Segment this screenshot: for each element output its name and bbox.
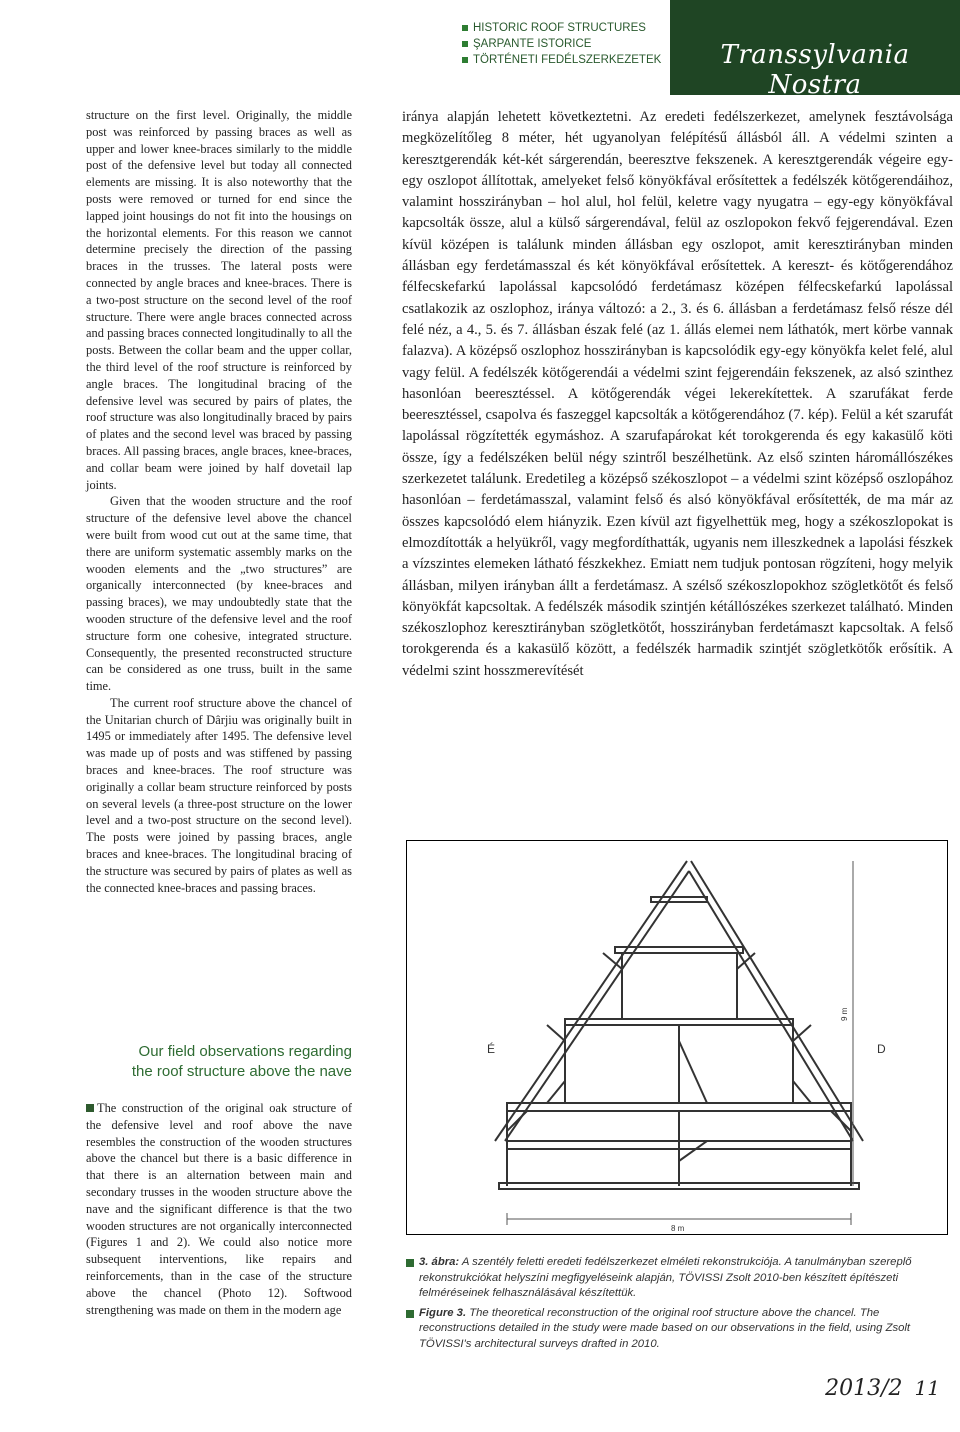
series-title-en: HISTORIC ROOF STRUCTURES <box>462 20 661 36</box>
issue-number: 2013/2 <box>825 1376 903 1401</box>
series-title-list <box>462 20 661 68</box>
paragraph: structure on the first level. Originally, the middle post was reinforced by passing braces as well as upper and lower knee-braces similarly to the middle post of the defensive level but today all connected elements are missing. It is also noteworthy that the posts were removed or turned for end since the lapped joint housings do not fit into the housings on the horizontal elements. For this reason we cannot determine precisely the direction of the passing braces in the trusses. The lateral posts were connected by angle braces and knee-braces. There is a two-post structure on the second level of the roof structure. There were angle braces connected across and passing braces connected longitudinally to all the posts. Between the collar beam and the upper collar, the third level of the roof structure is reinforced by angle braces. The longitudinal bracing of the defensive level was secured by pairs of plates, the roof structure was also longitudinally braced by pairs of plates and the second level was braced by passing braces. All passing braces, angle braces, knee-braces, and collar beam were joined by half dovetail lap joints. <box>86 108 352 492</box>
bullet-square-icon <box>462 41 468 47</box>
brace <box>547 1025 565 1041</box>
height-dimension-label: 9 m <box>840 1007 849 1021</box>
paragraph: Given that the wooden structure and the roof structure of the defensive level above the chancel were built from wood cut out at the same time, that there are uniform systematic assembly marks on the wooden elements and the „two structures” are organically interconnected (by knee-braces and passing braces), we may undoubtedly state that the wooden structure of the defensive level and the roof structure form one cohesive, integrated structure. Consequently, the presented reconstructed structure can be considered as one truss, built in the same time. <box>86 494 352 694</box>
tie-beam <box>507 1103 851 1111</box>
section-heading: Our field observations regarding the roof structure above the nave <box>131 1043 352 1080</box>
lower-collar <box>565 1019 793 1025</box>
roof-truss-drawing <box>407 841 947 1234</box>
caption-bullet-icon <box>406 1259 414 1267</box>
rafter-right <box>691 861 863 1141</box>
section-bullet-icon <box>86 1104 94 1112</box>
figure-caption <box>406 1255 951 1356</box>
caption-en: Figure 3. The theoretical reconstruction of the original roof structure above the chancel. The reconstructions detailed in the study were made based on our observations in the field, using Zsolt TÖVISSI's architectural surveys drafted in 2010. <box>406 1306 951 1353</box>
paragraph: The construction of the original oak structure of the defensive level and roof above the nave resembles the construction of the wooden structures above the chancel but there is a basic difference in that there is an alternation between main and secondary trusses in the wooden structure above the nave and the significant difference is that the two wooden structures are not organically interconnected (Figures 1 and 2). We could also notice more subsequent interventions, like repairs and reinforcements, than in the case of the structure above the chancel (Photo 12). Softwood strengthening was made on them in the modern age <box>86 1101 352 1317</box>
right-column <box>402 107 953 682</box>
brace <box>793 1081 811 1103</box>
paragraph: The current roof structure above the chancel of the Unitarian church of Dârjiu was originally built in 1495 or immediately after 1495. The defensive level was made up of posts and was stiffened by passing braces and knee-braces. The roof structure was originally a collar beam structure reinforced by posts on several levels (a three-post structure on the lower level and a two-post structure on the second level). The posts were joined by passing braces, angle braces and knee-braces. The longitudinal bracing of the structure was secured by pairs of plates as well as the connected knee-braces and passing braces. <box>86 695 352 895</box>
page-footer <box>825 1376 940 1401</box>
left-column <box>86 107 352 896</box>
journal-title: Transsylvania Nostra <box>720 40 910 100</box>
brace <box>831 1111 851 1131</box>
left-column-section <box>86 1100 352 1318</box>
brace <box>547 1081 565 1103</box>
paragraph: iránya alapján lehetett következtetni. Az eredeti fedélszerkezet, amelynek fesztávolsága megközelítőleg 8 méter, hét ugyanolyan felépítésű állásból áll. A védelmi szinten a keresztgerendák két-két sárgerendán, beeresztve fekszenek. A keresztgerendák végeire egy-egy oszlopot állítottak, amelyeket felső könyökfával erősítettek a fedélszék kötőgerendáihoz, valamint hosszirányban – hol alul, hol felül, keletre vagy nyugatra – egy-egy könyökfával kapcsolták össze, alul a külső sárgerendával, felül az oszlopokon fekvő fejgerendával. Ezen kívül középen is találunk minden állásban egy oszlopot, amit keresztirányban minden állásban egy ferdetámasszal és két könyökfával erősítettek. A kereszt- és kötőgerendához félfecskefarkú lapolással kapcsolódó ferdetámasz középen félfecskefarkú lapolással csatlakozik az oszlophoz, iránya változó: a 2., 3. és 6. állásban a ferdetámasz felső része dél felé néz, a 4., 5. és 7. állásban észak felé (az 1. állás elemei nem láthatók, mert körbe vannak falazva). A középső oszlophoz hosszirányban is kapcsolódik egy-egy könyökfa kelet felé, alul vagy felül. A fedélszék kötőgerendái a védelmi szint fejgerendáin fekszenek, az alsó szinthez hasonlóan beeresztéssel. A kötőgerendák végei lekerekítettek. A szarufákat ferde beeresztéssel, csapolva és faszeggel kapcsolták a kötőgerendához (7. kép). Felül a két szarufát lapolással rögzítették egymáshoz. A szarufapárokat két torokgerenda és egy kakasülő köti össze, így a fedélszéken belül négy szintről beszélhetünk. Az első szinten háromállószékes szerkezetet találunk. Eredetileg a középső székoszlopot – a védelmi szint középső oszlopához hasonlóan – ferdetámasszal, valamint felső és alsó könyökfával erősítették, de ma már az összes kapcsolódó elem hiányzik. Ezen kívül azt figyelhettük meg, hogy a székoszlopokat is elmozdították a helyükről, vagy megfordíthatták, ugyanis nem illeszkednek a lapolási fészkek a vízszintes elemeken látható fészkekhez. Emiatt nem tudjuk pontosan rögzíteni, hogy melyik állásban, milyen irányban állt a ferdetámasz. A szélső székoszlopokhoz szögletkötőt és felső könyökfát kapcsoltak. A fedélszék második szintjén kétállószékes szerkezet található. Minden székoszlophoz keresztirányban szögletkötőt, hosszirányban ferdetámaszt kapcsoltak. A felső torokgerenda és a kakasülő között, a fedélszék harmadik szintjét szögletkötők erősítik. A védelmi szint hosszmerevítését <box>402 109 953 679</box>
roof-truss-figure <box>406 840 948 1235</box>
south-label: D <box>877 1042 886 1056</box>
series-title-ro: ŞARPANTE ISTORICE <box>462 36 661 52</box>
brace <box>679 1041 707 1103</box>
series-title-hu: TÖRTÉNETI FEDÉLSZERKEZETEK <box>462 52 661 68</box>
rafter-left-inner <box>505 871 689 1141</box>
page-number: 11 <box>914 1376 940 1400</box>
caption-bullet-icon <box>406 1310 414 1318</box>
caption-hu: 3. ábra: A szentély feletti eredeti fedélszerkezet elméleti rekonstrukciója. A tanulmányban szereplő rekonstrukciókat helyszíni megfigyeléseink alapján, TÖVISSI Zsolt 2010-ben készített építészeti felméréseinek felhasználásával készítettük. <box>406 1255 951 1302</box>
journal-banner <box>670 0 960 100</box>
north-label: É <box>487 1042 496 1056</box>
rafter-right-inner <box>689 871 853 1141</box>
bullet-square-icon <box>462 25 468 31</box>
brace <box>507 1111 527 1131</box>
bullet-square-icon <box>462 57 468 63</box>
brace <box>679 1141 707 1161</box>
width-dimension-label: 8 m <box>671 1224 685 1233</box>
